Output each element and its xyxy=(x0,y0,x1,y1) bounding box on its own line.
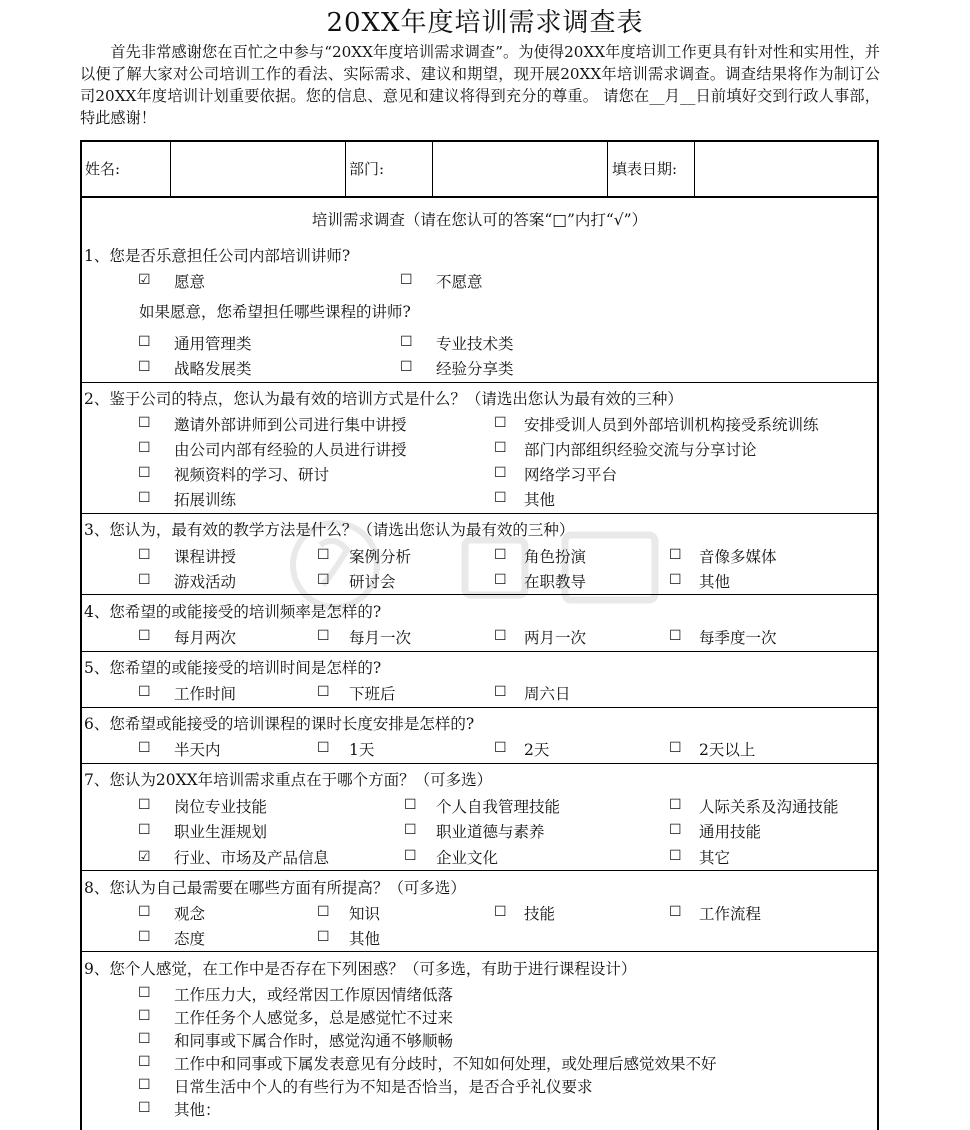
checkbox[interactable]: ☐ xyxy=(669,822,682,838)
q6-option: 2天 xyxy=(524,741,550,759)
checkbox[interactable]: ☐ xyxy=(138,359,151,375)
q9-option: 其他： xyxy=(174,1101,221,1119)
q7-option: 个人自我管理技能 xyxy=(436,798,561,816)
divider xyxy=(82,951,877,952)
q5-option: 工作时间 xyxy=(174,685,237,703)
q3-option: 游戏活动 xyxy=(174,573,237,591)
checkbox[interactable]: ☐ xyxy=(138,1077,151,1093)
checkbox[interactable]: ☐ xyxy=(494,904,507,920)
checkbox[interactable]: ☐ xyxy=(138,929,151,945)
checkbox[interactable]: ☐ xyxy=(138,440,151,456)
checkbox[interactable]: ☐ xyxy=(138,1100,151,1116)
q9-option: 工作中和同事或下属发表意见有分歧时，不知如何处理，或处理后感觉效果不好 xyxy=(174,1055,717,1073)
checkbox[interactable]: ☐ xyxy=(138,415,151,431)
checkbox[interactable]: ☐ xyxy=(138,985,151,1001)
q6-option: 2天以上 xyxy=(699,741,756,759)
checkbox[interactable]: ☐ xyxy=(669,572,682,588)
info-header-row xyxy=(82,142,877,198)
q1-course: 通用管理类 xyxy=(174,335,252,353)
checkbox[interactable]: ☐ xyxy=(317,740,330,756)
checkbox[interactable]: ☐ xyxy=(138,465,151,481)
survey-form xyxy=(80,140,879,1130)
q3-option: 音像多媒体 xyxy=(699,548,777,566)
checkbox[interactable]: ☐ xyxy=(404,848,417,864)
divider xyxy=(82,594,877,595)
q3-option: 角色扮演 xyxy=(524,548,587,566)
q7-title: 7、您认为20XX年培训需求重点在于哪个方面？（可多选） xyxy=(84,771,493,789)
q3-option: 研讨会 xyxy=(349,573,396,591)
q6-option: 1天 xyxy=(349,741,375,759)
checkbox[interactable]: ☐ xyxy=(138,547,151,563)
checkbox-checked[interactable]: ☑ xyxy=(138,272,151,288)
checkbox[interactable]: ☐ xyxy=(669,848,682,864)
section-subtitle: 培训需求调查（请在您认可的答案“□”内打“√”） xyxy=(311,211,648,229)
checkbox[interactable]: ☐ xyxy=(494,490,507,506)
checkbox[interactable]: ☐ xyxy=(138,797,151,813)
checkbox[interactable]: ☐ xyxy=(669,904,682,920)
divider xyxy=(82,707,877,708)
q4-option: 每月一次 xyxy=(349,629,412,647)
checkbox[interactable]: ☐ xyxy=(669,740,682,756)
q1-opt-no: 不愿意 xyxy=(436,273,483,291)
q6-title: 6、您希望或能接受的培训课程的课时长度安排是怎样的? xyxy=(84,715,475,733)
q5-option: 周六日 xyxy=(524,685,571,703)
q3-title: 3、您认为，最有效的教学方法是什么？（请选出您认为最有效的三种） xyxy=(84,521,575,539)
checkbox[interactable]: ☐ xyxy=(400,272,413,288)
checkbox[interactable]: ☐ xyxy=(317,904,330,920)
checkbox[interactable]: ☐ xyxy=(400,359,413,375)
checkbox[interactable]: ☐ xyxy=(138,628,151,644)
checkbox[interactable]: ☐ xyxy=(138,334,151,350)
q4-title: 4、您希望的或能接受的培训频率是怎样的? xyxy=(84,603,382,621)
divider xyxy=(82,513,877,514)
checkbox[interactable]: ☐ xyxy=(138,740,151,756)
q2-option: 部门内部组织经验交流与分享讨论 xyxy=(524,441,757,459)
q1-opt-yes: 愿意 xyxy=(174,273,206,291)
dept-field[interactable] xyxy=(432,142,608,196)
q7-option: 其它 xyxy=(699,849,731,867)
q1-title: 1、您是否乐意担任公司内部培训讲师? xyxy=(84,247,351,265)
page-title: 20XX年度培训需求调查表 xyxy=(326,8,644,38)
q3-option: 案例分析 xyxy=(349,548,412,566)
checkbox[interactable]: ☐ xyxy=(317,572,330,588)
q4-option: 两月一次 xyxy=(524,629,587,647)
q4-option: 每月两次 xyxy=(174,629,237,647)
q9-option: 日常生活中个人的有些行为不知是否恰当，是否合乎礼仪要求 xyxy=(174,1078,593,1096)
checkbox[interactable]: ☐ xyxy=(138,822,151,838)
q1-course: 专业技术类 xyxy=(436,335,514,353)
q9-option: 工作任务个人感觉多，总是感觉忙不过来 xyxy=(174,1009,454,1027)
q8-option: 知识 xyxy=(349,905,381,923)
checkbox[interactable]: ☐ xyxy=(317,628,330,644)
q6-option: 半天内 xyxy=(174,741,221,759)
divider xyxy=(82,763,877,764)
q7-option: 行业、市场及产品信息 xyxy=(174,849,330,867)
checkbox[interactable]: ☐ xyxy=(669,547,682,563)
q3-option: 其他 xyxy=(699,573,731,591)
q3-option: 课程讲授 xyxy=(174,548,237,566)
q7-option: 通用技能 xyxy=(699,823,762,841)
checkbox[interactable]: ☐ xyxy=(400,334,413,350)
q3-option: 在职教导 xyxy=(524,573,587,591)
checkbox[interactable]: ☐ xyxy=(138,904,151,920)
q8-option: 态度 xyxy=(174,930,206,948)
q8-option: 工作流程 xyxy=(699,905,762,923)
checkbox-checked[interactable]: ☑ xyxy=(138,849,151,865)
q7-option: 岗位专业技能 xyxy=(174,798,268,816)
q1-course: 经验分享类 xyxy=(436,360,514,378)
q8-option: 技能 xyxy=(524,905,556,923)
q8-option: 其他 xyxy=(349,930,381,948)
q7-option: 职业生涯规划 xyxy=(174,823,268,841)
q2-option: 安排受训人员到外部培训机构接受系统训练 xyxy=(524,416,819,434)
checkbox[interactable]: ☐ xyxy=(494,547,507,563)
q4-option: 每季度一次 xyxy=(699,629,777,647)
q9-option: 工作压力大，或经常因工作原因情绪低落 xyxy=(174,986,454,1004)
checkbox[interactable]: ☐ xyxy=(669,628,682,644)
checkbox[interactable]: ☐ xyxy=(404,797,417,813)
date-field[interactable] xyxy=(694,142,880,196)
q8-option: 观念 xyxy=(174,905,206,923)
checkbox[interactable]: ☐ xyxy=(494,628,507,644)
checkbox[interactable]: ☐ xyxy=(138,1031,151,1047)
checkbox[interactable]: ☐ xyxy=(494,740,507,756)
dept-label: 部门: xyxy=(345,142,436,196)
divider xyxy=(82,651,877,652)
q7-option: 职业道德与素养 xyxy=(436,823,545,841)
checkbox[interactable]: ☐ xyxy=(138,490,151,506)
checkbox[interactable]: ☐ xyxy=(494,415,507,431)
checkbox[interactable]: ☐ xyxy=(494,684,507,700)
q9-option: 和同事或下属合作时，感觉沟通不够顺畅 xyxy=(174,1032,454,1050)
checkbox[interactable]: ☐ xyxy=(138,1054,151,1070)
q2-option: 由公司内部有经验的人员进行讲授 xyxy=(174,441,407,459)
checkbox[interactable]: ☐ xyxy=(404,822,417,838)
date-label: 填表日期: xyxy=(607,142,699,196)
checkbox[interactable]: ☐ xyxy=(138,684,151,700)
name-field[interactable] xyxy=(170,142,346,196)
checkbox[interactable]: ☐ xyxy=(494,465,507,481)
q5-title: 5、您希望的或能接受的培训时间是怎样的? xyxy=(84,659,382,677)
checkbox[interactable]: ☐ xyxy=(494,572,507,588)
checkbox[interactable]: ☐ xyxy=(317,684,330,700)
intro-text: 首先非常感谢您在百忙之中参与“20XX年度培训需求调查”。为使得20XX年度培训工作更具有针对性和实用性，并以便了解大家对公司培训工作的看法、实际需求、建议和期望，现开展20XX年培训需求调查。调查结果将作为制订公司20XX年度培训计划重要依据。您的信息、意见和建议将得到充分的尊重。 请您在__月__日前填好交到行政人事部，特此感谢！ xyxy=(80,43,880,127)
divider xyxy=(82,382,877,383)
q2-option: 其他 xyxy=(524,491,556,509)
q5-option: 下班后 xyxy=(349,685,396,703)
checkbox[interactable]: ☐ xyxy=(317,547,330,563)
checkbox[interactable]: ☐ xyxy=(669,797,682,813)
divider xyxy=(82,870,877,871)
checkbox[interactable]: ☐ xyxy=(138,1008,151,1024)
q2-title: 2、鉴于公司的特点，您认为最有效的培训方式是什么？（请选出您认为最有效的三种） xyxy=(84,390,683,408)
q9-title: 9、您个人感觉，在工作中是否存在下列困惑？（可多选，有助于进行课程设计） xyxy=(84,960,637,978)
checkbox[interactable]: ☐ xyxy=(138,572,151,588)
q1-followup: 如果愿意，您希望担任哪些课程的讲师? xyxy=(139,303,411,321)
q7-option: 人际关系及沟通技能 xyxy=(699,798,839,816)
q7-option: 企业文化 xyxy=(436,849,499,867)
q1-course: 战略发展类 xyxy=(174,360,252,378)
q2-option: 邀请外部讲师到公司进行集中讲授 xyxy=(174,416,407,434)
checkbox[interactable]: ☐ xyxy=(317,929,330,945)
checkbox[interactable]: ☐ xyxy=(494,440,507,456)
q2-option: 视频资料的学习、研讨 xyxy=(174,466,330,484)
q2-option: 拓展训练 xyxy=(174,491,237,509)
q8-title: 8、您认为自己最需要在哪些方面有所提高？（可多选） xyxy=(84,879,466,897)
q2-option: 网络学习平台 xyxy=(524,466,618,484)
intro-paragraph xyxy=(80,41,880,129)
name-label: 姓名: xyxy=(85,160,121,178)
